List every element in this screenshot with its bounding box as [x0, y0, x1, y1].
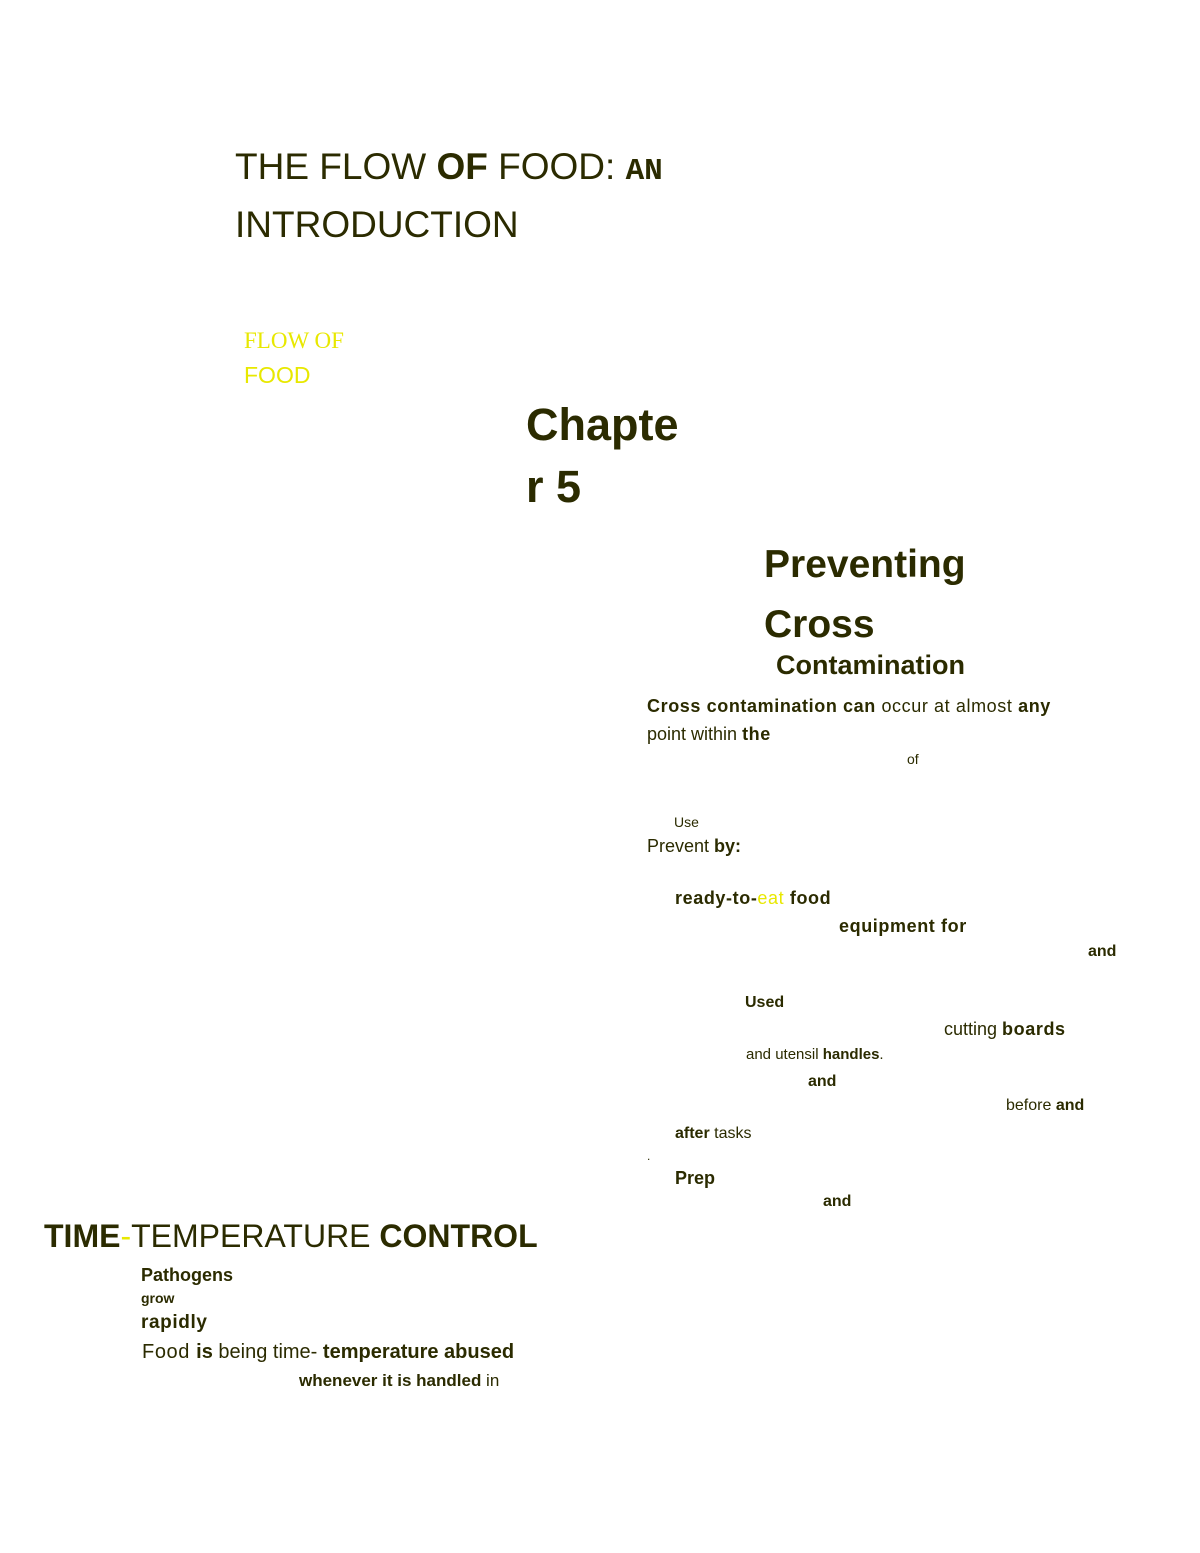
cross-text-bold: food — [784, 888, 832, 908]
cross-rte — [675, 889, 831, 907]
cross-text: Prevent — [647, 836, 715, 856]
cross-text: before — [1006, 1097, 1056, 1114]
ttc-heading-time: TIME — [44, 1218, 121, 1254]
ttc-whenever-line — [299, 1372, 499, 1389]
cross-used: Used — [745, 994, 785, 1011]
title-text: FOOD: — [487, 146, 626, 187]
title-text: THE FLOW — [235, 146, 437, 187]
title-an: AN — [625, 154, 663, 189]
section-subheading: Contamination — [776, 650, 965, 680]
cross-text: tasks — [709, 1125, 752, 1142]
cross-of: of — [907, 751, 919, 767]
cross-prep: Prep — [675, 1168, 716, 1188]
cross-text-bold: the — [742, 724, 771, 744]
cross-text-bold: ready-to- — [675, 888, 758, 908]
section-line1: Preventing — [764, 543, 966, 586]
document-title-line2: INTRODUCTION — [235, 204, 519, 245]
cross-dot: . — [647, 1149, 651, 1163]
ttc-text: in — [481, 1371, 500, 1390]
cross-prevent — [647, 837, 741, 855]
cross-cutting-boards — [944, 1020, 1066, 1038]
ttc-food-line — [142, 1342, 514, 1362]
cross-text-bold: after — [675, 1125, 710, 1142]
cross-line1 — [647, 697, 1051, 715]
cross-text-bold: by: — [714, 836, 742, 856]
cross-text: occur at almost — [875, 696, 1019, 716]
cross-eat-highlight: eat — [757, 888, 785, 908]
section-heading — [764, 535, 966, 655]
cross-and-1: and — [1088, 943, 1117, 960]
cross-text-bold: and — [1055, 1097, 1085, 1114]
cross-text: cutting — [944, 1019, 1003, 1039]
cross-text: . — [879, 1046, 884, 1063]
cross-before — [1006, 1098, 1084, 1114]
cross-text-bold: boards — [1002, 1019, 1066, 1039]
ttc-text-bold: is — [196, 1341, 213, 1363]
ttc-grow: grow — [141, 1290, 175, 1306]
title-of: OF — [436, 146, 488, 187]
chapter-line2: r 5 — [526, 461, 582, 512]
cross-text-bold: Cross contamination can — [647, 696, 876, 716]
ttc-text: being time- — [212, 1341, 323, 1363]
ttc-pathogens: Pathogens — [141, 1265, 234, 1285]
ttc-heading-dash: - — [120, 1218, 132, 1254]
cross-text-bold: any — [1018, 696, 1051, 716]
cross-and-2: and — [808, 1073, 837, 1090]
cross-use: Use — [674, 814, 699, 830]
ttc-text-bold: temperature abused — [322, 1341, 515, 1363]
chapter-line1: Chapte — [526, 399, 679, 450]
cross-text-bold: handles — [822, 1046, 880, 1063]
cross-and-3: and — [823, 1193, 852, 1210]
ttc-text-bold: whenever it is handled — [299, 1371, 482, 1390]
cross-utensil — [746, 1047, 884, 1062]
cross-line2 — [647, 725, 771, 743]
document-title-line1 — [235, 148, 663, 187]
flow-label-line1: FLOW OF — [244, 328, 344, 353]
section-line2: Cross — [764, 603, 875, 646]
ttc-heading-control: CONTROL — [379, 1218, 538, 1254]
ttc-heading — [44, 1220, 538, 1252]
cross-equipment: equipment for — [839, 916, 967, 936]
ttc-text: Food — [142, 1341, 197, 1363]
ttc-heading-temperature: TEMPERATURE — [131, 1218, 380, 1254]
chapter-heading — [526, 394, 679, 518]
cross-text: and utensil — [746, 1046, 823, 1063]
ttc-rapidly: rapidly — [141, 1312, 208, 1333]
flow-label-line2: FOOD — [244, 362, 311, 388]
flow-of-food-label — [244, 323, 344, 392]
cross-after — [675, 1126, 751, 1142]
cross-text: point within — [647, 724, 743, 744]
